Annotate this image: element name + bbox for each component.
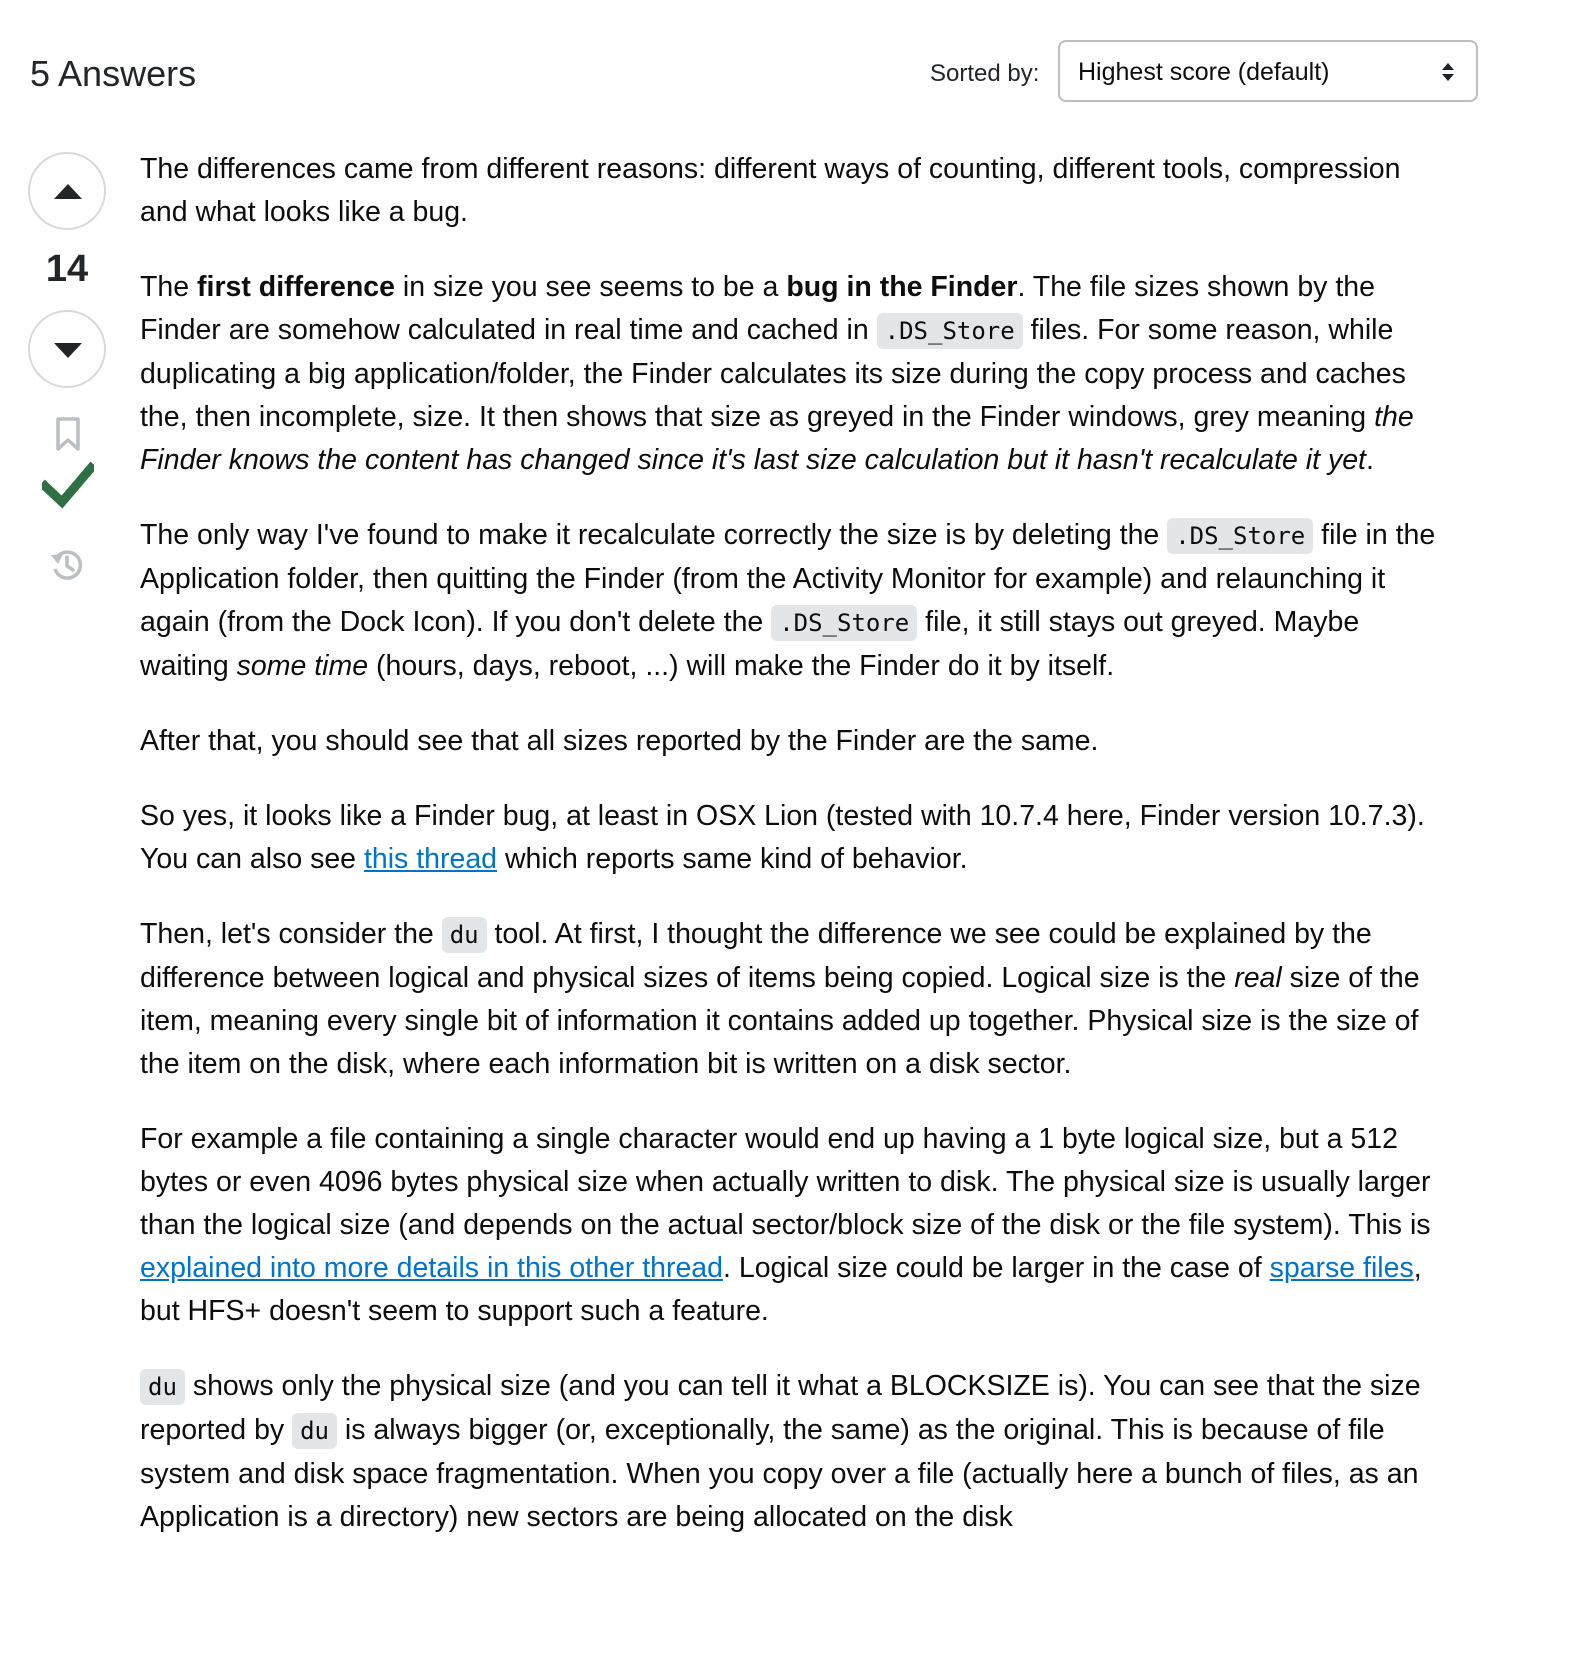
answer-paragraph [140,1118,1440,1333]
this-thread-link[interactable]: this thread [363,843,498,875]
text-run: For example a file containing a single character would end up having a 1 byte logical size, but a 512 bytes or even 4096 bytes physical size when actually written to disk. The physical size is usually larger than the logical size (and depends on the actual sector/block size of the disk or the file system). This is [140,1123,1431,1241]
vote-count: 14 [45,248,89,290]
italic-text: the Finder knows the content has changed since it's last size calculation but it hasn't recalculate it yet [140,401,1414,476]
answer-paragraph [140,266,1440,482]
italic-text: some time [236,650,369,682]
inline-code: .DS_Store [1167,518,1313,554]
arrow-down-icon [53,337,83,363]
sort-arrows-icon [1440,60,1456,84]
text-run: Then, let's consider the [140,918,442,950]
answer-body [140,148,1440,1571]
text-run: The only way I've found to make it recalculate correctly the size is by deleting the [140,519,1168,551]
sort-select[interactable] [1058,40,1478,102]
answers-count: 5 Answers [30,53,197,94]
text-run: . [1365,444,1374,476]
italic-text: real [1234,962,1282,994]
text-run: file, it still stays out greyed. Maybe waiting [140,606,1360,682]
text-run: shows only the physical size (and you can tell it what a BLOCKSIZE is). You can see that the size reported by [140,1370,1421,1446]
text-run: . The file sizes shown by the Finder are somehow calculated in real time and cached in [140,271,1375,346]
arrow-up-icon [53,179,83,205]
text-run: (hours, days, reboot, ...) will make the Finder do it by itself. [368,650,1115,682]
text-run: . Logical size could be larger in the case of [723,1252,1270,1284]
bold-text: bug in the Finder [786,271,1018,303]
sort-select-value: Highest score (default) [1078,58,1330,86]
inline-code: du [442,917,487,953]
text-run: After that, you should see that all sizes reported by the Finder are the same. [140,725,1099,757]
downvote-button[interactable] [28,310,106,388]
text-run: tool. At first, I thought the difference we see could be explained by the difference between logical and physical sizes of items being copied. Logical size is the [140,918,1372,994]
text-run: is always bigger (or, exceptionally, the same) as the original. This is because of file system and disk space fragmentation. When you copy over a file (actually here a bunch of files, as an Application is a directory) new sectors are being allocated on the disk [140,1414,1419,1533]
sorted-by-label: Sorted by: [930,60,1040,87]
inline-code: .DS_Store [877,313,1023,349]
sparse-files-link[interactable]: sparse files [1269,1252,1414,1284]
upvote-button[interactable] [28,152,106,230]
text-run: The [140,271,198,303]
text-run: file in the Application folder, then quitting the Finder (from the Activity Monitor for example) and relaunching it again (from the Dock Icon). If you don't delete the [140,519,1436,638]
answer-paragraph [140,720,1440,763]
answer-paragraph [140,1365,1440,1539]
accepted-check-icon [42,460,94,512]
text-run: , but HFS+ doesn't seem to support such a feature. [140,1252,1422,1327]
text-run: size of the item, meaning every single bit of information it contains added up together. Physical size is the size of the item on the disk, where each information bit is written on a disk sector. [140,962,1420,1080]
bold-text: first difference [197,271,396,303]
answer-paragraph [140,514,1440,688]
inline-code: du [140,1369,185,1405]
history-icon[interactable] [48,546,86,584]
other-thread-link[interactable]: explained into more details in this other thread [140,1252,724,1284]
text-run: files. For some reason, while duplicating a big application/folder, the Finder calculates its size during the copy process and caches the, then incomplete, size. It then shows that size as greyed in the Finder windows, grey meaning [140,314,1406,433]
text-run: So yes, it looks like a Finder bug, at least in OSX Lion (tested with 10.7.4 here, Finder version 10.7.3). You can also see [140,800,1425,875]
answer-paragraph [140,795,1440,881]
inline-code: du [292,1413,337,1449]
text-run: in size you see seems to be a [395,271,787,303]
answer-paragraph [140,148,1440,234]
text-run: The differences came from different reasons: different ways of counting, different tools, compression and what looks like a bug. [140,153,1401,228]
bookmark-icon[interactable] [54,416,82,452]
answers-header [30,40,1480,104]
answer-paragraph [140,913,1440,1086]
text-run: which reports same kind of behavior. [497,843,968,875]
inline-code: .DS_Store [771,605,917,641]
